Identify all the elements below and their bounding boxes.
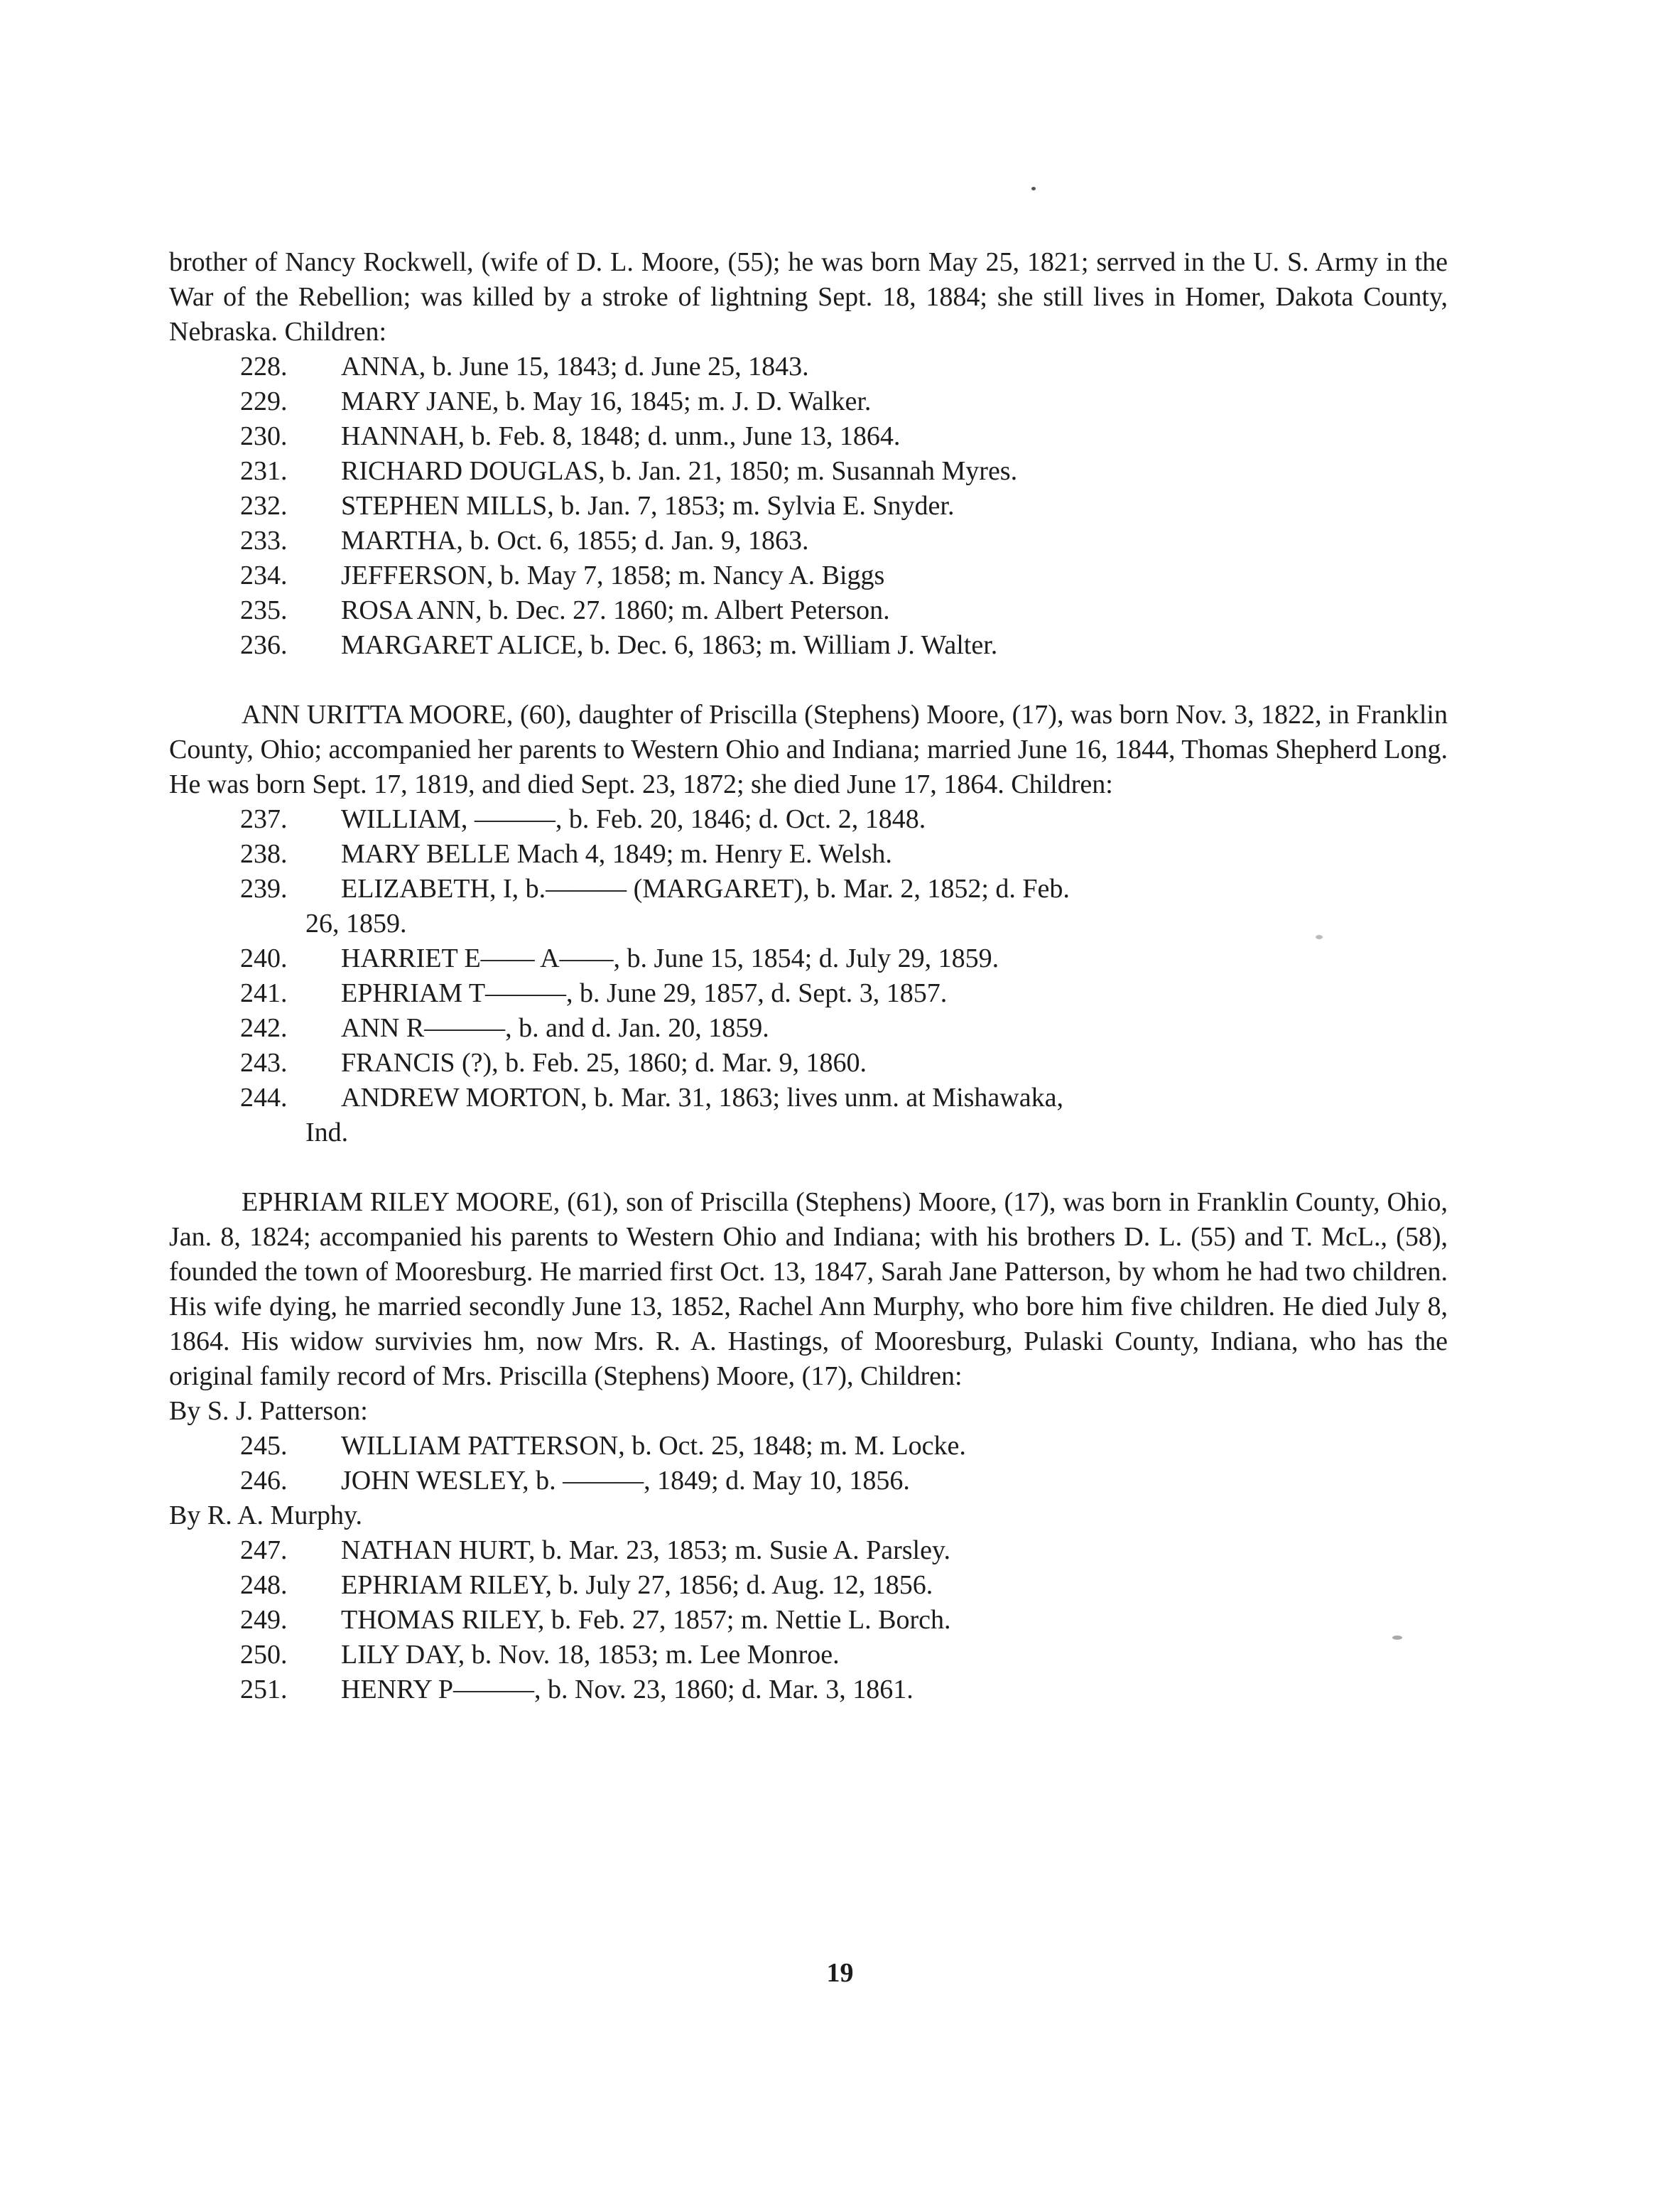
list-item <box>169 941 1448 976</box>
entry-number: 235. <box>240 595 288 625</box>
list-item <box>169 1011 1448 1046</box>
page-body <box>169 245 1448 1707</box>
list-item <box>169 1568 1448 1603</box>
entry-text: EPHRIAM RILEY, b. July 27, 1856; d. Aug. 12, 1856. <box>341 1570 933 1600</box>
entry-number: 234. <box>240 561 288 590</box>
entry-text: HANNAH, b. Feb. 8, 1848; d. unm., June 13, 1864. <box>341 421 901 451</box>
entry-number: 242. <box>240 1013 288 1043</box>
entry-number: 239. <box>240 874 288 904</box>
list-item <box>169 837 1448 872</box>
entry-text: THOMAS RILEY, b. Feb. 27, 1857; m. Nettie L. Borch. <box>341 1605 951 1635</box>
entry-number: 251. <box>240 1675 288 1704</box>
list-item <box>169 419 1448 454</box>
entry-number: 248. <box>240 1570 288 1600</box>
spacer <box>169 1150 1448 1185</box>
entry-number: 249. <box>240 1605 288 1635</box>
entry-text: JOHN WESLEY, b. ———, 1849; d. May 10, 1856. <box>341 1466 910 1496</box>
entry-text: MARY BELLE Mach 4, 1849; m. Henry E. Welsh. <box>341 839 892 869</box>
entry-number: 244. <box>240 1083 288 1113</box>
paragraph-rockwell: brother of Nancy Rockwell, (wife of D. L. Moore, (55); he was born May 25, 1821; serrved in the U. S. Army in the War of the Rebellion; was killed by a stroke of lightning Sept. 18, 1884; she still lives in Homer, Dakota County, Nebraska. Children: <box>169 247 1448 347</box>
entry-number: 245. <box>240 1431 288 1461</box>
list-item <box>169 1672 1448 1707</box>
entry-text: HARRIET E—— A——, b. June 15, 1854; d. July 29, 1859. <box>341 944 999 973</box>
entry-number: 230. <box>240 421 288 451</box>
scan-speck <box>1316 935 1323 939</box>
entry-number: 238. <box>240 839 288 869</box>
children-list-long <box>169 802 1448 1150</box>
list-item <box>169 1638 1448 1672</box>
paragraph-ephriam-riley-moore: EPHRIAM RILEY MOORE, (61), son of Priscilla (Stephens) Moore, (17), was born in Franklin County, Ohio, Jan. 8, 1824; accompanied his parents to Western Ohio and Indiana; with his brothers D. L. (55) and T. McL., (58), founded the town of Mooresburg. He married first Oct. 13, 1847, Sarah Jane Patterson, by whom he had two children. His wife dying, he married secondly June 13, 1852, Rachel Ann Murphy, who bore him five children. He died July 8, 1864. His widow survivies hm, now Mrs. R. A. Hastings, of Mooresburg, Pulaski County, Indiana, who has the original family record of Mrs. Priscilla (Stephens) Moore, (17), Children: <box>169 1187 1448 1391</box>
list-item <box>169 593 1448 628</box>
list-item <box>169 1603 1448 1638</box>
list-item <box>169 1081 1448 1150</box>
list-item <box>169 1046 1448 1081</box>
entry-text-line: ANDREW MORTON, b. Mar. 31, 1863; lives unm. at Mishawaka, <box>341 1083 1063 1113</box>
children-list-patterson <box>169 1429 1448 1498</box>
list-item <box>169 802 1448 837</box>
subheading-by-murphy: By R. A. Murphy. <box>169 1501 363 1530</box>
page-number: 19 <box>826 1958 854 1988</box>
entry-number: 246. <box>240 1466 288 1496</box>
list-item <box>169 1533 1448 1568</box>
entry-text: LILY DAY, b. Nov. 18, 1853; m. Lee Monroe. <box>341 1640 840 1670</box>
entry-text: WILLIAM, ———, b. Feb. 20, 1846; d. Oct. 2, 1848. <box>341 804 926 834</box>
entry-number: 228. <box>240 352 288 382</box>
list-item <box>169 1429 1448 1464</box>
list-item <box>169 628 1448 663</box>
list-item <box>169 524 1448 558</box>
entry-text: ROSA ANN, b. Dec. 27. 1860; m. Albert Peterson. <box>341 595 890 625</box>
entry-text: WILLIAM PATTERSON, b. Oct. 25, 1848; m. M. Locke. <box>341 1431 966 1461</box>
entry-text: RICHARD DOUGLAS, b. Jan. 21, 1850; m. Susannah Myres. <box>341 456 1018 486</box>
entry-number: 250. <box>240 1640 288 1670</box>
list-item <box>169 558 1448 593</box>
entry-text-continuation: 26, 1859. <box>305 909 407 939</box>
paragraph-ann-uritta-moore: ANN URITTA MOORE, (60), daughter of Priscilla (Stephens) Moore, (17), was born Nov. 3, 1822, in Franklin County, Ohio; accompanied her parents to Western Ohio and Indiana; married June 16, 1844, Thomas Shepherd Long. He was born Sept. 17, 1819, and died Sept. 23, 1872; she died June 17, 1864. Children: <box>169 700 1448 799</box>
entry-number: 232. <box>240 491 288 521</box>
list-item <box>169 872 1448 941</box>
list-item <box>169 384 1448 419</box>
entry-text-line: ELIZABETH, I, b.——— (MARGARET), b. Mar. 2, 1852; d. Feb. <box>341 874 1070 904</box>
entry-text: EPHRIAM T———, b. June 29, 1857, d. Sept. 3, 1857. <box>341 978 948 1008</box>
entry-text: FRANCIS (?), b. Feb. 25, 1860; d. Mar. 9, 1860. <box>341 1048 867 1078</box>
entry-number: 233. <box>240 526 288 556</box>
entry-number: 236. <box>240 630 288 660</box>
spacer <box>169 663 1448 698</box>
entry-number: 243. <box>240 1048 288 1078</box>
children-list-rockwell <box>169 350 1448 663</box>
list-item <box>169 1464 1448 1498</box>
entry-number: 247. <box>240 1535 288 1565</box>
entry-text: JEFFERSON, b. May 7, 1858; m. Nancy A. Biggs <box>341 561 885 590</box>
list-item <box>169 976 1448 1011</box>
list-item <box>169 350 1448 384</box>
entry-text-continuation: Ind. <box>305 1118 349 1147</box>
entry-number: 241. <box>240 978 288 1008</box>
entry-number: 240. <box>240 944 288 973</box>
entry-text: MARGARET ALICE, b. Dec. 6, 1863; m. William J. Walter. <box>341 630 998 660</box>
list-item <box>169 454 1448 489</box>
children-list-murphy <box>169 1533 1448 1707</box>
entry-text: NATHAN HURT, b. Mar. 23, 1853; m. Susie A. Parsley. <box>341 1535 950 1565</box>
entry-text: ANN R———, b. and d. Jan. 20, 1859. <box>341 1013 769 1043</box>
subheading-by-patterson: By S. J. Patterson: <box>169 1396 368 1426</box>
entry-text: MARTHA, b. Oct. 6, 1855; d. Jan. 9, 1863. <box>341 526 809 556</box>
entry-number: 231. <box>240 456 288 486</box>
scan-speck <box>1392 1635 1402 1640</box>
entry-number: 229. <box>240 386 288 416</box>
entry-text: MARY JANE, b. May 16, 1845; m. J. D. Walker. <box>341 386 872 416</box>
scan-speck <box>1031 187 1036 190</box>
entry-text <box>305 872 1448 941</box>
entry-number: 237. <box>240 804 288 834</box>
entry-text: STEPHEN MILLS, b. Jan. 7, 1853; m. Sylvia E. Snyder. <box>341 491 955 521</box>
entry-text: ANNA, b. June 15, 1843; d. June 25, 1843. <box>341 352 809 382</box>
entry-text <box>305 1081 1448 1150</box>
list-item <box>169 489 1448 524</box>
entry-text: HENRY P———, b. Nov. 23, 1860; d. Mar. 3, 1861. <box>341 1675 914 1704</box>
